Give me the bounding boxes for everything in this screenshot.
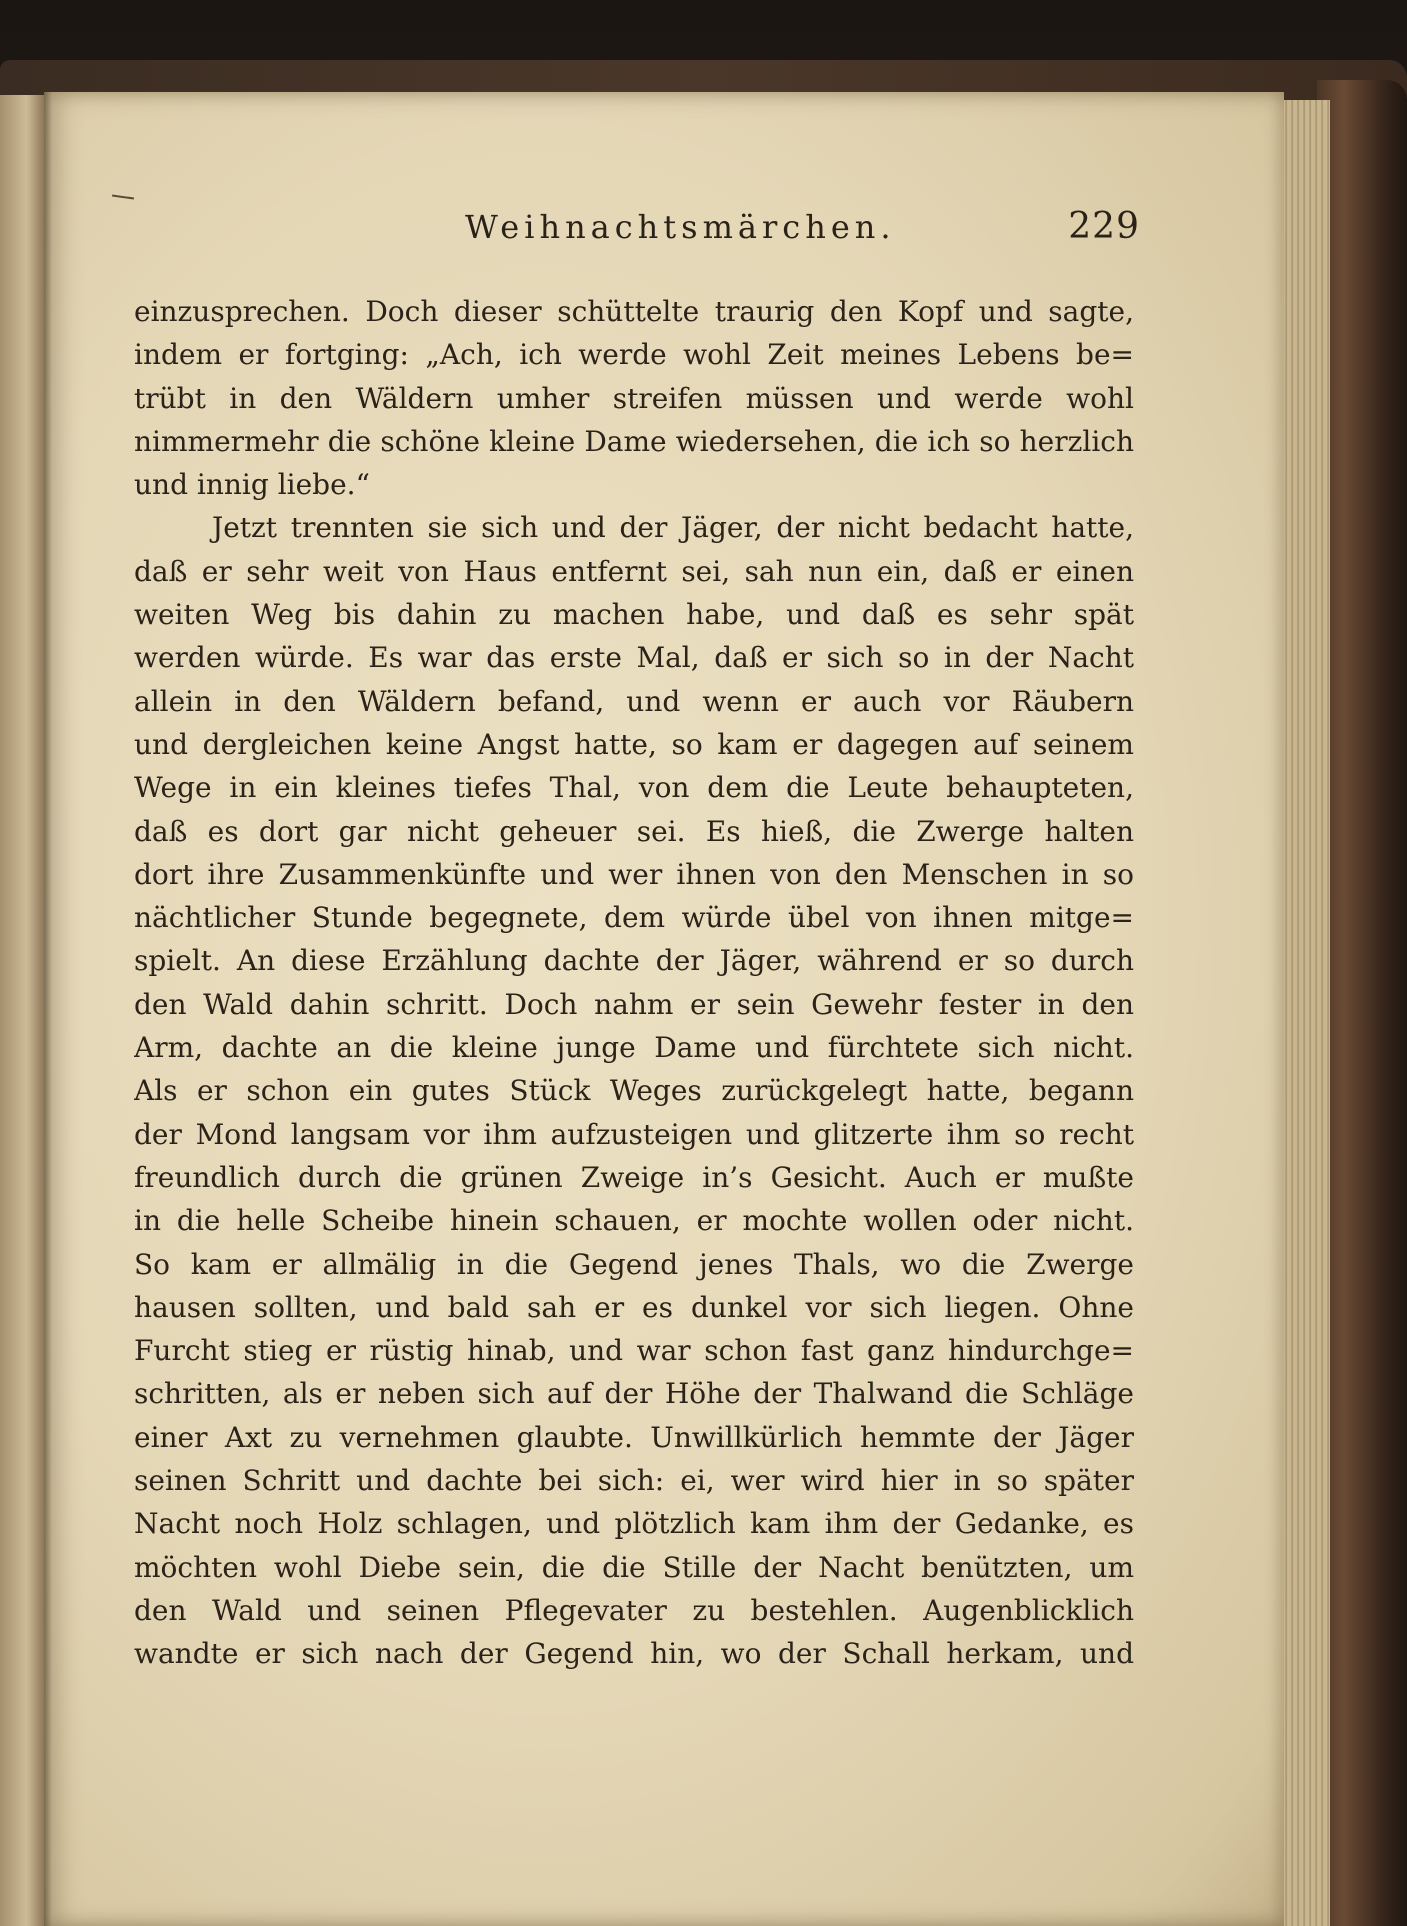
text-line: Nacht noch Holz schlagen, und plötzlich kam ihm der Gedanke, es — [134, 1507, 1134, 1541]
text-line: schritten, als er neben sich auf der Höhe der Thalwand die Schläge — [134, 1377, 1134, 1411]
text-line: weiten Weg bis dahin zu machen habe, und daß es sehr spät — [134, 598, 1134, 632]
text-line: daß er sehr weit von Haus entfernt sei, sah nun ein, daß er einen — [134, 554, 1134, 588]
page-header — [130, 208, 1140, 264]
text-line: allein in den Wäldern befand, und wenn er auch vor Räubern — [134, 684, 1134, 718]
text-line: hausen sollten, und bald sah er es dunkel vor sich liegen. Ohne — [134, 1290, 1134, 1324]
text-line: nimmermehr die schöne kleine Dame wiedersehen, die ich so herzlich — [134, 424, 1134, 458]
text-line: indem er fortging: „Ach, ich werde wohl Zeit meines Lebens be= — [134, 338, 1134, 372]
text-line: möchten wohl Diebe sein, die die Stille der Nacht benützten, um — [134, 1550, 1134, 1584]
body-text — [134, 290, 1134, 1676]
facing-page-edge — [0, 95, 44, 1926]
text-line: nächtlicher Stunde begegnete, dem würde übel von ihnen mitge= — [134, 901, 1134, 935]
text-line: den Wald und seinen Pflegevater zu bestehlen. Augenblicklich — [134, 1593, 1134, 1627]
text-line: dort ihre Zusammenkünfte und wer ihnen von den Menschen in so — [134, 857, 1134, 891]
text-line: Wege in ein kleines tiefes Thal, von dem die Leute behaupteten, — [134, 771, 1134, 805]
text-line: werden würde. Es war das erste Mal, daß er sich so in der Nacht — [134, 641, 1134, 675]
text-line: Als er schon ein gutes Stück Weges zurückgelegt hatte, begann — [134, 1074, 1134, 1108]
text-line: freundlich durch die grünen Zweige in’s Gesicht. Auch er mußte — [134, 1160, 1134, 1194]
text-line: seinen Schritt und dachte bei sich: ei, wer wird hier in so später — [134, 1464, 1134, 1498]
page-number: 229 — [1068, 206, 1140, 247]
text-line: spielt. An diese Erzählung dachte der Jäger, während er so durch — [134, 944, 1134, 978]
text-line: einzusprechen. Doch dieser schüttelte traurig den Kopf und sagte, — [134, 295, 1134, 328]
running-title: Weihnachtsmärchen. — [465, 208, 896, 246]
text-line: Jetzt trennten sie sich und der Jäger, der nicht bedacht hatte, — [212, 511, 1134, 545]
text-line: und dergleichen keine Angst hatte, so kam er dagegen auf seinem — [134, 727, 1134, 761]
book-spine-edge — [1317, 80, 1407, 1926]
text-line: trübt in den Wäldern umher streifen müssen und werde wohl — [134, 381, 1134, 415]
text-line: und innig liebe.“ — [134, 468, 370, 502]
text-line: in die helle Scheibe hinein schauen, er mochte wollen oder nicht. — [134, 1204, 1134, 1238]
text-line: So kam er allmälig in die Gegend jenes Thals, wo die Zwerge — [134, 1247, 1134, 1281]
text-line: Arm, dachte an die kleine junge Dame und fürchtete sich nicht. — [134, 1031, 1134, 1065]
text-line: daß es dort gar nicht geheuer sei. Es hieß, die Zwerge halten — [134, 814, 1134, 848]
text-line: wandte er sich nach der Gegend hin, wo der Schall herkam, und — [134, 1637, 1134, 1671]
text-line: einer Axt zu vernehmen glaubte. Unwillkürlich hemmte der Jäger — [134, 1420, 1134, 1454]
text-line: den Wald dahin schritt. Doch nahm er sein Gewehr fester in den — [134, 987, 1134, 1021]
page-gutter-shadow — [44, 92, 52, 1926]
text-line: der Mond langsam vor ihm aufzusteigen und glitzerte ihm so recht — [134, 1117, 1134, 1151]
text-line: Furcht stieg er rüstig hinab, und war schon fast ganz hindurchge= — [134, 1334, 1134, 1368]
